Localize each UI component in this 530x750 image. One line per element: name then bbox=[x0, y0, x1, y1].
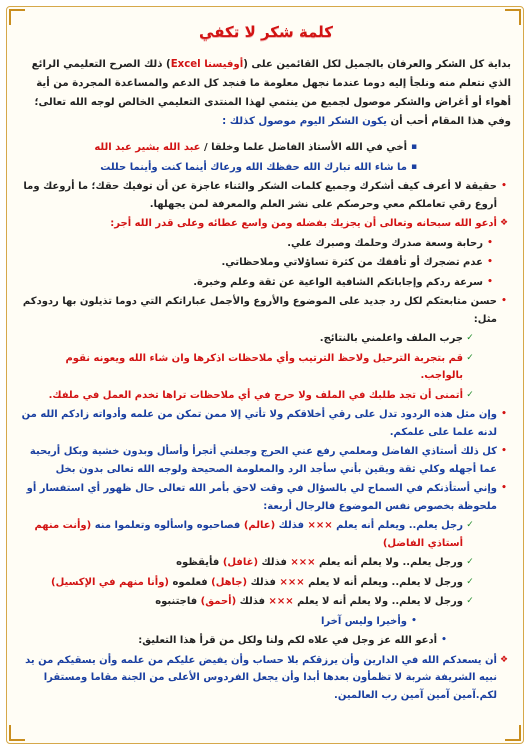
all-that-line: كل ذلك أستاذي الفاضل ومعلمي رفع عني الحرج وجعلني أتجرأ وأسأل وبدون خشية وبكل أريحية عما أجهله وكلي ثقة ويقين بأني سأجد الرد والمعلومة الصحيحة ولوجه الله تعالى بدون بخل bbox=[29, 446, 497, 475]
list-item bbox=[21, 254, 497, 272]
bullet-icon: • bbox=[501, 181, 507, 191]
bullet-icon: • bbox=[411, 615, 417, 626]
follow-line: حسن متابعتكم لكل رد جديد على الموضوع والأروع والأجمل عباراتكم التي دوما تذيلون بها ردودكم مثل: bbox=[22, 296, 497, 325]
man-type: ورجل لا يعلم.. ولا يعلم أنه لا يعلم ××× فذلك (أحمق) فاجتنبوه bbox=[155, 596, 463, 607]
man-type: ورجل يعلم.. ولا يعلم أنه يعلم ××× فذلك (غافل) فأيقظوه bbox=[176, 557, 463, 568]
list-item bbox=[21, 387, 477, 405]
list-item bbox=[21, 139, 421, 157]
diamond-bullet-icon: ❖ bbox=[499, 218, 509, 228]
list-item bbox=[21, 593, 477, 611]
final-prayer: أن يسعدكم الله في الدارين وأن يرزقكم بلا حساب وأن يفيض عليكم من علمه وأن يسقيكم من يد نبيه الشريفة شربة لا تظمأون بعدها أبدا وأن يجعل الفردوس الأعلى من الجنة مقاما ومستقرا لكم.آمين آمين آمين رب العالمين. bbox=[25, 654, 497, 701]
bullet-icon: • bbox=[501, 296, 507, 306]
check-icon: ✓ bbox=[466, 596, 474, 606]
check-icon: ✓ bbox=[466, 352, 474, 363]
square-bullet-icon: ▪ bbox=[410, 161, 418, 172]
square-bullet-icon: ▪ bbox=[410, 142, 418, 152]
list-item bbox=[21, 330, 477, 348]
list-item bbox=[21, 293, 511, 328]
page-title: كلمة شكر لا تكفي bbox=[199, 23, 333, 41]
intro-text: بداية كل الشكر والعرفان بالجميل لكل القائمين على ( bbox=[243, 59, 511, 70]
quality-item: سرعة ردكم وإجاباتكم الشافية الواعية عن ثقة وعلم وخبرة. bbox=[193, 276, 483, 288]
teacher-name: عبد الله بشير عبد الله bbox=[94, 142, 201, 153]
list-item bbox=[21, 159, 421, 177]
bullet-icon: • bbox=[487, 257, 493, 267]
man-type: ورجل لا يعلم.. ويعلم أنه لا يعلم ××× فذلك (جاهل) فعلموه (وأنا منهم في الإكسيل) bbox=[51, 576, 463, 588]
list-item bbox=[21, 574, 477, 592]
such-line: وإن مثل هذه الردود تدل على رقي أخلاقكم ولا تأتي إلا ممن تمكن من علمه وأدواته زادكم الله من لدنه علما على علمكم. bbox=[21, 409, 497, 438]
check-icon: ✓ bbox=[466, 333, 474, 343]
list-item bbox=[21, 274, 497, 292]
list-item bbox=[21, 652, 511, 705]
list-item bbox=[21, 517, 477, 552]
check-icon: ✓ bbox=[466, 520, 474, 530]
list-item bbox=[21, 235, 497, 253]
bullet-icon: • bbox=[501, 483, 507, 493]
bullet-icon: • bbox=[487, 237, 493, 248]
list-item bbox=[21, 178, 511, 213]
list-item bbox=[21, 443, 511, 478]
brother-prefix: أخي في الله الأستاذ الفاضل علما وخلقا / bbox=[200, 142, 407, 153]
promise-line: وإني أستأذنكم في السماح لي بالسؤال في وقت لاحق بأمر الله تعالى حال ظهور أي استفسار أو ملحوظة بخصوص نفس الموضوع فالرجال أربعة: bbox=[26, 483, 497, 512]
quality-item: رحابة وسعة صدرك وحلمك وصبرك علي. bbox=[287, 237, 483, 249]
prayer-line: ما شاء الله تبارك الله حفظك الله ورعاك أينما كنت وأينما حللت bbox=[100, 161, 407, 173]
list-item bbox=[21, 554, 477, 572]
bullet-icon: • bbox=[487, 276, 493, 287]
list-item bbox=[21, 632, 451, 650]
check-icon: ✓ bbox=[466, 576, 474, 587]
list-item bbox=[21, 480, 511, 515]
document-page bbox=[6, 6, 524, 744]
brother-line bbox=[21, 139, 407, 157]
diamond-bullet-icon: ❖ bbox=[499, 654, 509, 665]
bullet-icon: • bbox=[501, 446, 507, 456]
list-item bbox=[21, 215, 511, 233]
bullet-icon: • bbox=[501, 409, 507, 419]
frame-corner bbox=[9, 725, 25, 741]
site-name: أوفيسنا Excel bbox=[170, 59, 244, 70]
list-item bbox=[21, 406, 511, 441]
quality-item: عدم تضجرك أو تأففك من كثرة تساؤلاتي وملاحظاتي. bbox=[221, 257, 483, 268]
check-icon: ✓ bbox=[466, 557, 474, 567]
pray-last-line: أدعو الله عز وجل في علاه لكم ولنا ولكل من قرأ هذا التعليق: bbox=[138, 635, 437, 646]
frame-corner bbox=[505, 725, 521, 741]
list-item bbox=[21, 613, 421, 631]
man-type: رجل يعلم.. ويعلم أنه يعلم ××× فذلك (عالم) فصاحبوه واسألوه وتعلموا منه (وأنت منهم أستاذي الفاضل) bbox=[34, 520, 463, 549]
finally-line: وأخيرا وليس آخرا bbox=[320, 615, 407, 627]
quote-item: قم بتجربة الترحيل ولاحظ الترتيب وأي ملاحظات اذكرها وان شاء الله ويعونه نقوم بالواجب. bbox=[65, 352, 463, 381]
intro-text-end: يكون الشكر اليوم موصول كذلك : bbox=[222, 116, 387, 127]
pray-intro: أدعو الله سبحانه وتعالى أن يجزيك بفضله ومن واسع عطائه وعلى قدر الله أجر: bbox=[110, 218, 497, 229]
bullet-icon: • bbox=[441, 635, 447, 645]
frame-corner bbox=[9, 9, 25, 25]
list-item bbox=[21, 350, 477, 385]
truth-line: حقيقة لا أعرف كيف أشكرك وجميع كلمات الشكر والثناء عاجزة عن أن توفيك حقك؛ ما أروعك وما أروع رقي تعاملكم معي وحرصكم على نشر العلم والمعرفة لمن يجهلها. bbox=[23, 181, 497, 210]
check-icon: ✓ bbox=[466, 389, 474, 400]
frame-corner bbox=[505, 9, 521, 25]
quote-item: أتمنى أن تجد طلبك في الملف ولا حرج في أي ملاحظات تراها تخدم العمل في ملفك. bbox=[48, 389, 463, 401]
quote-item: جرب الملف واعلمني بالنتائج. bbox=[319, 333, 463, 344]
intro-text: ) ذلك الصرح التعليمي الرائع الذي نتعلم منه ونلجأ إليه دوما عندما نجهل معلومة ما فنجد كل الدعم والمساعدة المجردة من أية أهواء أو أغراض والشكر موصول لجميع من ينتمي لهذا المنتدى التعليمي الخالص لوجه الله تعالى؛ وفي هذا المقام أحب أن bbox=[31, 59, 511, 127]
intro-paragraph bbox=[21, 55, 511, 131]
